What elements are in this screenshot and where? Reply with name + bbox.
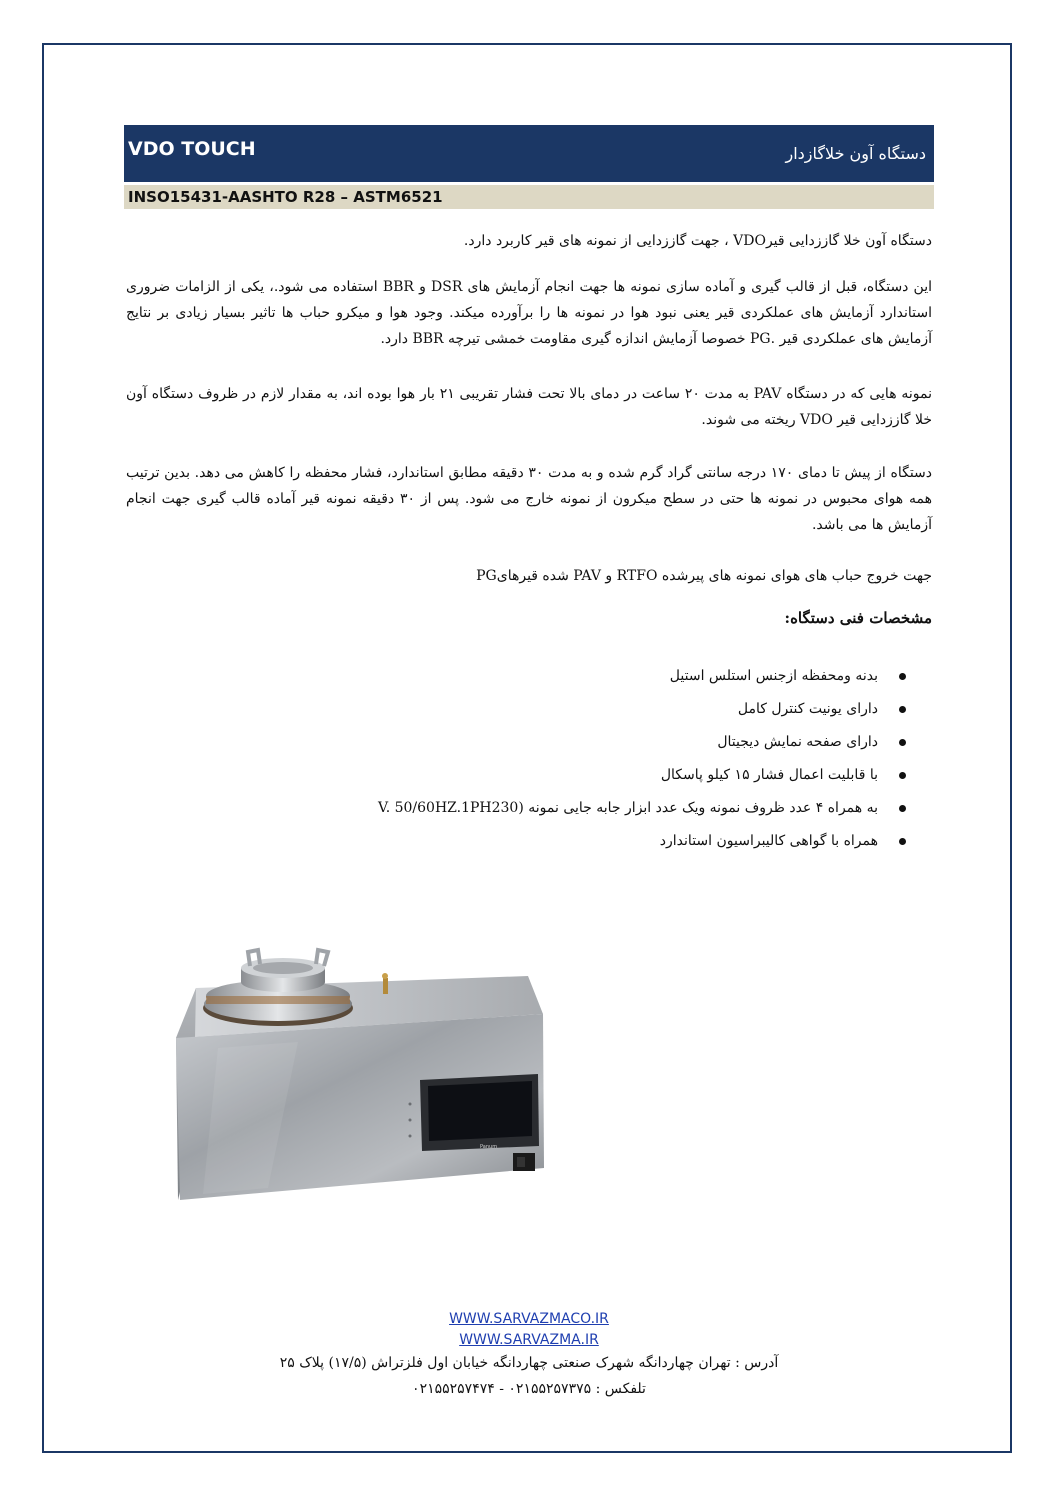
website-link-sarvazma[interactable]: WWW.SARVAZMA.IR: [459, 1332, 599, 1348]
spec-item: [126, 660, 906, 693]
paragraph-intro: دستگاه آون خلا گاززدایی قیرVDO ، جهت گاززدایی از نمونه های قیر کاربرد دارد.: [463, 233, 932, 249]
bullet-icon: [899, 739, 906, 746]
paragraph-pav: نمونه هایی که در دستگاه PAV به مدت ۲۰ ساعت در دمای بالا تحت فشار تقریبی ۲۱ بار هوا بوده اند، به مقدار لازم در ظروف دستگاه آون خلا گاززدایی قیر VDO ریخته می شوند.: [126, 386, 933, 428]
product-title-fa: دستگاه آون خلاگازدار: [785, 144, 926, 163]
vacuum-oven-device-photo: [158, 938, 558, 1210]
paragraph-process: دستگاه از پیش تا دمای ۱۷۰ درجه سانتی گراد گرم شده و به مدت ۳۰ دقیقه مطابق استاندارد، فشار محفظه را کاهش می دهد. بدین ترتیب همه هوای محبوس در نمونه ها حتی در سطح میکرون از نمونه خارج می شود. پس از ۳۰ دقیقه نمونه قیر آماده قالب گیری جهت انجام آزمایش ها می باشد.: [126, 465, 933, 533]
paragraph-purpose: جهت خروج حباب های هوای نمونه های پیرشده RTFO و PAV شده قیرهایPG: [476, 568, 932, 584]
spec-list: [126, 660, 906, 858]
spec-item: [126, 792, 906, 825]
spec-item-text: با قابلیت اعمال فشار ۱۵ کیلو پاسکال: [660, 767, 878, 783]
product-title: VDO TOUCH: [128, 137, 256, 160]
spec-item-text: دارای صفحه نمایش دیجیتال: [717, 734, 878, 750]
paragraph-usage: این دستگاه، قبل از قالب گیری و آماده سازی نمونه ها جهت انجام آزمایش های DSR و BBR استفاده می شود.، یکی از الزامات ضروری استاندارد آزمایش های عملکردی قیر یعنی نبود هوا در نمونه ها را برآورده میکند. وجود هوا و میکرو حباب ها تاثیر بسیار زیادی بر نتایج آزمایش های عملکردی قیر .PG خصوصا آزمایش اندازه گیری مقاومت خمشی تیرچه BBR دارد.: [126, 279, 932, 347]
spec-item-text: همراه با گواهی کالیبراسیون استاندارد: [659, 833, 878, 849]
bullet-icon: [899, 805, 906, 812]
header-bar: [124, 125, 934, 182]
bullet-icon: [899, 706, 906, 713]
company-phones: تلفکس : ۰۲۱۵۵۲۵۷۳۷۵ - ۰۲۱۵۵۲۵۷۴۷۴: [412, 1381, 646, 1397]
standards-text: INSO15431-AASHTO R28 – ASTM6521: [128, 188, 443, 206]
specs-heading: مشخصات فنی دستگاه:: [784, 609, 932, 627]
spec-item-text: به همراه ۴ عدد ظروف نمونه ویک عدد ابزار جابه جایی نمونه (V. 50/60HZ.1PH230: [378, 800, 878, 816]
spec-item: [126, 825, 906, 858]
bullet-icon: [899, 673, 906, 680]
spec-item-text: بدنه ومحفظه ازجنس استلس استیل: [669, 668, 878, 684]
standards-bar: [124, 185, 934, 209]
bullet-icon: [899, 772, 906, 779]
spec-item: [126, 693, 906, 726]
spec-item-text: دارای یونیت کنترل کامل: [737, 701, 878, 717]
spec-item: [126, 726, 906, 759]
bullet-icon: [899, 838, 906, 845]
screen-brand-label: Panum: [480, 1144, 498, 1150]
spec-item: [126, 759, 906, 792]
website-link-sarvazmaco[interactable]: WWW.SARVAZMACO.IR: [449, 1311, 609, 1327]
company-address: آدرس : تهران چهاردانگه شهرک صنعتی چهاردانگه خیابان اول فلزتراش (۱۷/۵) پلاک ۲۵: [279, 1355, 779, 1371]
